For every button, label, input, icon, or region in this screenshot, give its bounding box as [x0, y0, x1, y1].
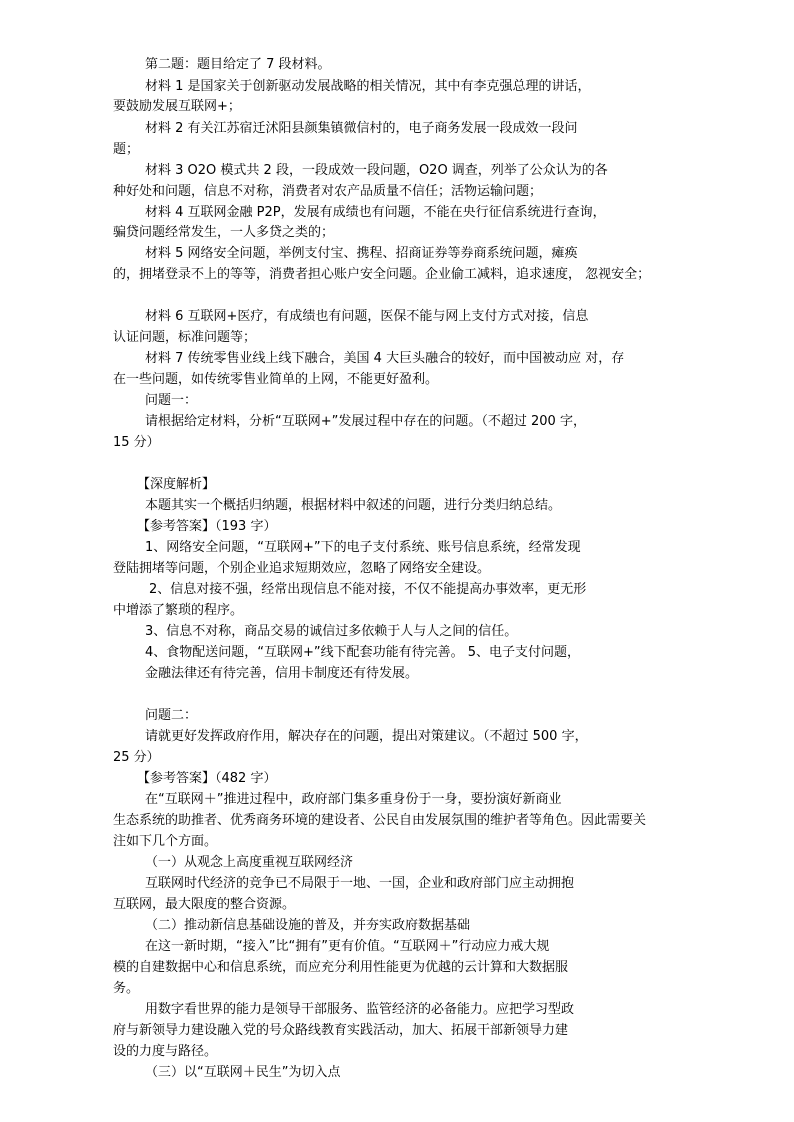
text-line: 的，拥堵登录不上的等等，消费者担心账户安全问题。企业偷工减料，追求速度， 忽视安全；: [113, 267, 651, 282]
text-line: 认证问题，标准问题等；: [113, 330, 257, 345]
text-line: 第二题：题目给定了 7 段材料。: [145, 57, 331, 72]
section-heading: 【参考答案】（193 字）: [137, 519, 277, 534]
text-line: 4、食物配送问题，“互联网+”线下配套功能有待完善。 5、电子支付问题，: [145, 645, 581, 660]
text-line: 请就更好发挥政府作用，解决存在的问题，提出对策建议。（不超过 500 字，: [145, 729, 588, 744]
text-line: 用数字看世界的能力是领导干部服务、监管经济的必备能力。应把学习型政: [145, 1002, 575, 1017]
text-line: 请根据给定材料，分析“互联网+”发展过程中存在的问题。（不超过 200 字，: [145, 414, 586, 429]
subsection-heading: （一）从观念上高度重视互联网经济: [145, 855, 354, 870]
text-line: 生态系统的助推者、优秀商务环境的建设者、公民自由发展氛围的维护者等角色。因此需要关: [113, 813, 647, 828]
text-line: 设的力度与路径。: [113, 1044, 218, 1059]
text-line: 材料 5 网络安全问题，举例支付宝、携程、招商证券等券商系统问题，瘫痪: [145, 246, 578, 261]
text-line: 登陆拥堵等问题，个别企业追求短期效应，忽略了网络安全建设。: [113, 561, 491, 576]
text-line: 材料 6 互联网+医疗，有成绩也有问题，医保不能与网上支付方式对接，信息: [145, 309, 589, 324]
text-line: 互联网，最大限度的整合资源。: [113, 897, 296, 912]
text-line: 3、信息不对称，商品交易的诚信过多依赖于人与人之间的信任。: [145, 624, 518, 639]
text-line: 模的自建数据中心和信息系统，而应充分利用性能更为优越的云计算和大数据服: [113, 960, 569, 975]
text-line: 材料 4 互联网金融 P2P，发展有成绩也有问题，不能在央行征信系统进行查询，: [145, 205, 606, 220]
text-line: 问题二：: [145, 708, 198, 723]
text-line: 15 分）: [113, 435, 160, 450]
text-line: 材料 1 是国家关于创新驱动发展战略的相关情况，其中有李克强总理的讲话，: [145, 79, 591, 94]
text-line: 中增添了繁琐的程序。: [113, 603, 244, 618]
text-line: 2、信息对接不强，经常出现信息不能对接，不仅不能提高办事效率，更无形: [149, 582, 587, 597]
text-line: 25 分）: [113, 750, 160, 765]
subsection-heading: （二）推动新信息基础设施的普及，并夯实政府数据基础: [145, 918, 471, 933]
text-line: 在这一新时期，“接入”比“拥有”更有价值。“互联网＋”行动应力戒大规: [145, 939, 550, 954]
text-line: 务。: [113, 981, 140, 996]
text-line: 材料 2 有关江苏宿迁沭阳县颜集镇微信村的，电子商务发展一段成效一段问: [145, 121, 578, 136]
text-line: 互联网时代经济的竞争已不局限于一地、一国，企业和政府部门应主动拥抱: [145, 876, 575, 891]
text-line: 材料 7 传统零售业线上线下融合，美国 4 大巨头融合的较好，而中国被动应 对，存: [145, 351, 625, 366]
subsection-heading: （三）以“互联网＋民生”为切入点: [145, 1065, 341, 1080]
text-line: 材料 3 O2O 模式共 2 段，一段成效一段问题，O2O 调查，列举了公众认为的各: [145, 163, 608, 178]
text-line: 骗贷问题经常发生，一人多贷之类的；: [113, 225, 335, 240]
text-line: 本题其实一个概括归纳题，根据材料中叙述的问题，进行分类归纳总结。: [145, 498, 562, 513]
text-line: 要鼓励发展互联网+；: [113, 99, 241, 114]
text-line: 金融法律还有待完善，信用卡制度还有待发展。: [145, 666, 419, 681]
text-line: 1、网络安全问题，“互联网+”下的电子支付系统、账号信息系统，经常发现: [145, 540, 581, 555]
section-heading: 【深度解析】: [137, 477, 216, 492]
text-line: 在一些问题，如传统零售业简单的上网，不能更好盈利。: [113, 372, 439, 387]
text-line: 在“互联网＋”推进过程中，政府部门集多重身份于一身，要扮演好新商业: [145, 792, 562, 807]
text-line: 问题一：: [145, 393, 198, 408]
text-line: 题；: [113, 142, 140, 157]
text-line: 府与新领导力建设融入党的号众路线教育实践活动，加大、拓展干部新领导力建: [113, 1023, 569, 1038]
text-line: 种好处和问题，信息不对称，消费者对农产品质量不信任；活物运输问题；: [113, 184, 543, 199]
section-heading: 【参考答案】（482 字）: [137, 771, 277, 786]
text-line: 注如下几个方面。: [113, 834, 218, 849]
